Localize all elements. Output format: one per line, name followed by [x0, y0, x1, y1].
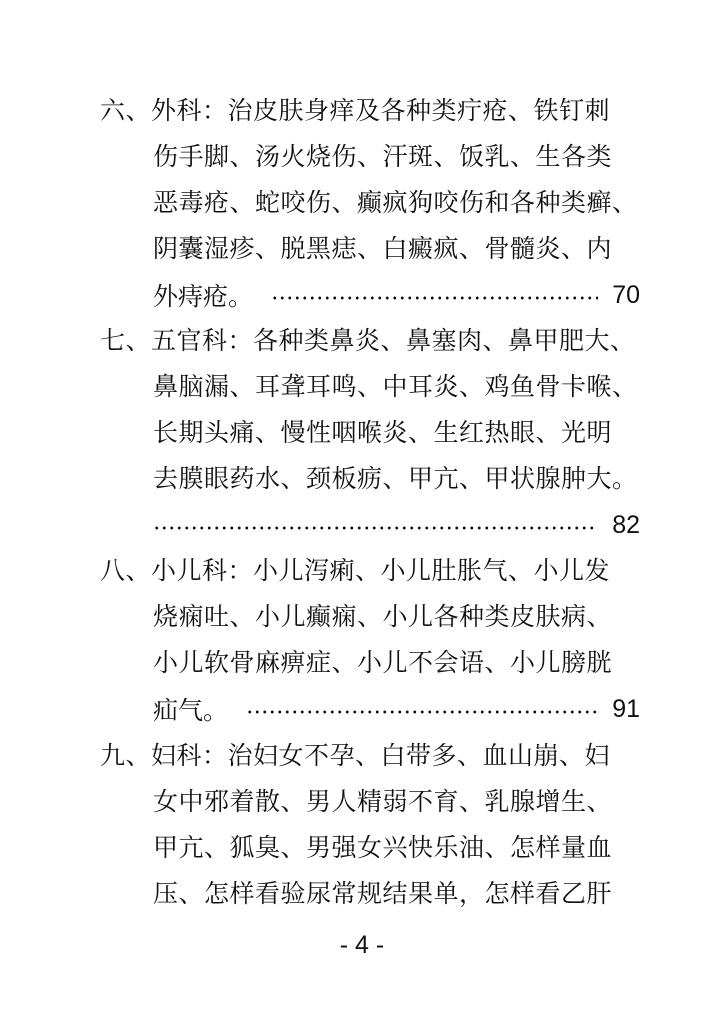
toc-line: 阴囊湿疹、脱黑痣、白癜疯、骨髓炎、内: [153, 234, 613, 263]
toc-leader-row: [100, 502, 640, 548]
dot-leader: [153, 526, 598, 530]
toc-entry-ent: [100, 318, 640, 548]
toc-line: 恶毒疮、蛇咬伤、癫疯狗咬伤和各种类癣、: [153, 188, 638, 217]
page-number-footer: - 4 -: [339, 931, 385, 959]
toc-line: 伤手脚、汤火烧伤、汗斑、饭乳、生各类: [153, 142, 613, 171]
toc-line: 鼻脑漏、耳聋耳鸣、中耳炎、鸡鱼骨卡喉、: [153, 372, 638, 401]
toc-line: 去膜眼药水、颈板疬、甲亢、甲状腺肿大。: [153, 464, 638, 493]
toc-line: 长期头痛、慢性咽喉炎、生红热眼、光明: [153, 418, 613, 447]
toc-entry-gynecology: [100, 733, 640, 917]
toc-entry-surgery: [100, 88, 640, 318]
toc-page-number: 82: [612, 510, 640, 539]
toc-line: 六、外科：治皮肤身痒及各种类疔疮、铁钉刺: [100, 96, 611, 125]
toc-leader-row: [100, 686, 640, 732]
toc-line: 七、五官科：各种类鼻炎、鼻塞肉、鼻甲肥大、: [100, 326, 636, 355]
toc-line: 烧痫吐、小儿癫痫、小儿各种类皮肤病、: [153, 602, 613, 631]
toc-page-number: 91: [612, 694, 640, 723]
toc-line: 甲亢、狐臭、男强女兴快乐油、怎样量血: [153, 833, 613, 862]
toc-line: 九、妇科：治妇女不孕、白带多、血山崩、妇: [100, 741, 611, 770]
toc-leader-row: [100, 272, 640, 318]
toc-line: 外痔疮。: [153, 282, 254, 311]
toc-page-number: 70: [612, 280, 640, 309]
toc-line: 压、怎样看验尿常规结果单，怎样看乙肝: [153, 879, 613, 908]
toc-line: 小儿软骨麻痹症、小儿不会语、小儿膀胱: [153, 648, 613, 677]
dot-leader: [246, 710, 598, 714]
toc-entry-pediatrics: [100, 548, 640, 732]
toc-line: 女中邪着散、男人精弱不育、乳腺增生、: [153, 787, 613, 816]
toc-line: 八、小儿科：小儿泻痢、小儿肚胀气、小儿发: [100, 556, 611, 585]
toc-line: 疝气。: [153, 696, 229, 725]
dot-leader: [271, 296, 598, 300]
